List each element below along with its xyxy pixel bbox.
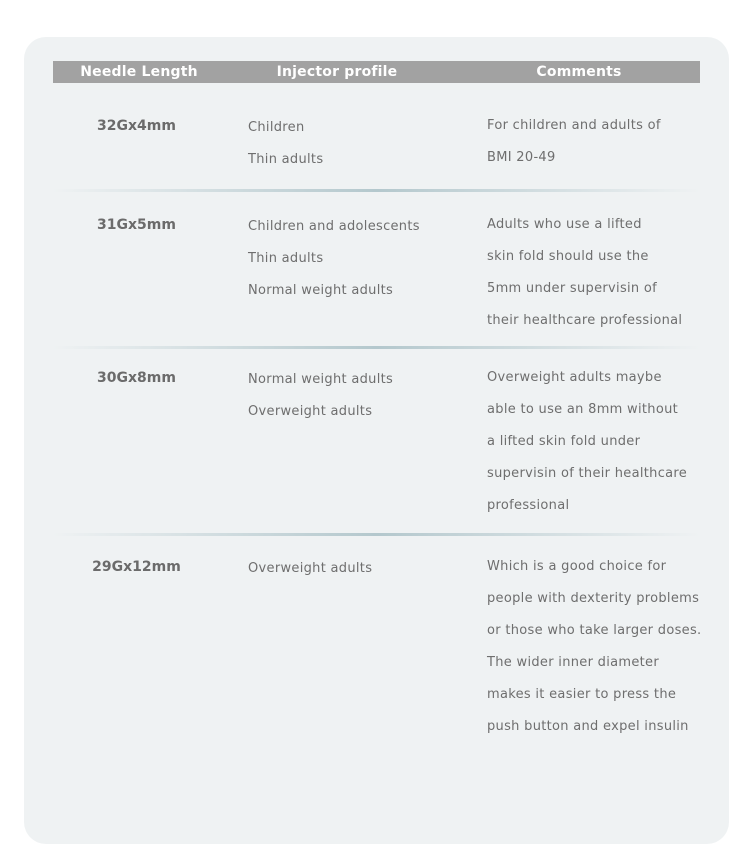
injector-profile-cell — [248, 112, 323, 176]
comment-line: people with dexterity problems — [487, 591, 700, 606]
profile-line: Children — [248, 120, 305, 135]
row-divider — [53, 346, 700, 349]
comment-line: 5mm under supervisin of — [487, 281, 658, 296]
comments-cell — [487, 209, 682, 337]
comment-line: a lifted skin fold under — [487, 434, 641, 449]
profile-line: Thin adults — [248, 251, 324, 266]
comment-line: BMI 20-49 — [487, 150, 556, 165]
profile-line: Normal weight adults — [248, 283, 394, 298]
comment-line: supervisin of their healthcare — [487, 466, 688, 481]
profile-line: Children and adolescents — [248, 219, 420, 234]
comment-line: able to use an 8mm without — [487, 402, 679, 417]
comment-line: For children and adults of — [487, 118, 661, 133]
header-comments: Comments — [536, 64, 622, 80]
comment-line: Adults who use a lifted — [487, 217, 642, 232]
comments-cell — [487, 362, 687, 522]
comment-line: professional — [487, 498, 570, 513]
needle-length-cell: 31Gx5mm — [97, 217, 176, 233]
comment-line: Overweight adults maybe — [487, 370, 662, 385]
needle-length-cell: 29Gx12mm — [92, 559, 181, 575]
table-header — [53, 61, 700, 83]
row-divider — [53, 533, 700, 536]
injector-profile-cell — [248, 364, 393, 428]
needle-length-cell: 32Gx4mm — [97, 118, 176, 134]
header-injector-profile: Injector profile — [276, 64, 398, 80]
comment-line: push button and expel insulin — [487, 719, 689, 734]
comment-line: or those who take larger doses. — [487, 623, 702, 638]
comment-line: their healthcare professional — [487, 313, 683, 328]
comment-line: makes it easier to press the — [487, 687, 677, 702]
injector-profile-cell — [248, 553, 372, 585]
comment-line: skin fold should use the — [487, 249, 649, 264]
comment-line: Which is a good choice for — [487, 559, 667, 574]
comments-cell — [487, 551, 701, 743]
row-divider — [53, 189, 700, 192]
needle-length-cell: 30Gx8mm — [97, 370, 176, 386]
profile-line: Overweight adults — [248, 561, 373, 576]
comments-cell — [487, 110, 661, 174]
injector-profile-cell — [248, 211, 420, 307]
profile-line: Normal weight adults — [248, 372, 394, 387]
profile-line: Thin adults — [248, 152, 324, 167]
header-needle-length: Needle Length — [80, 64, 198, 80]
comment-line: The wider inner diameter — [487, 655, 659, 670]
profile-line: Overweight adults — [248, 404, 373, 419]
